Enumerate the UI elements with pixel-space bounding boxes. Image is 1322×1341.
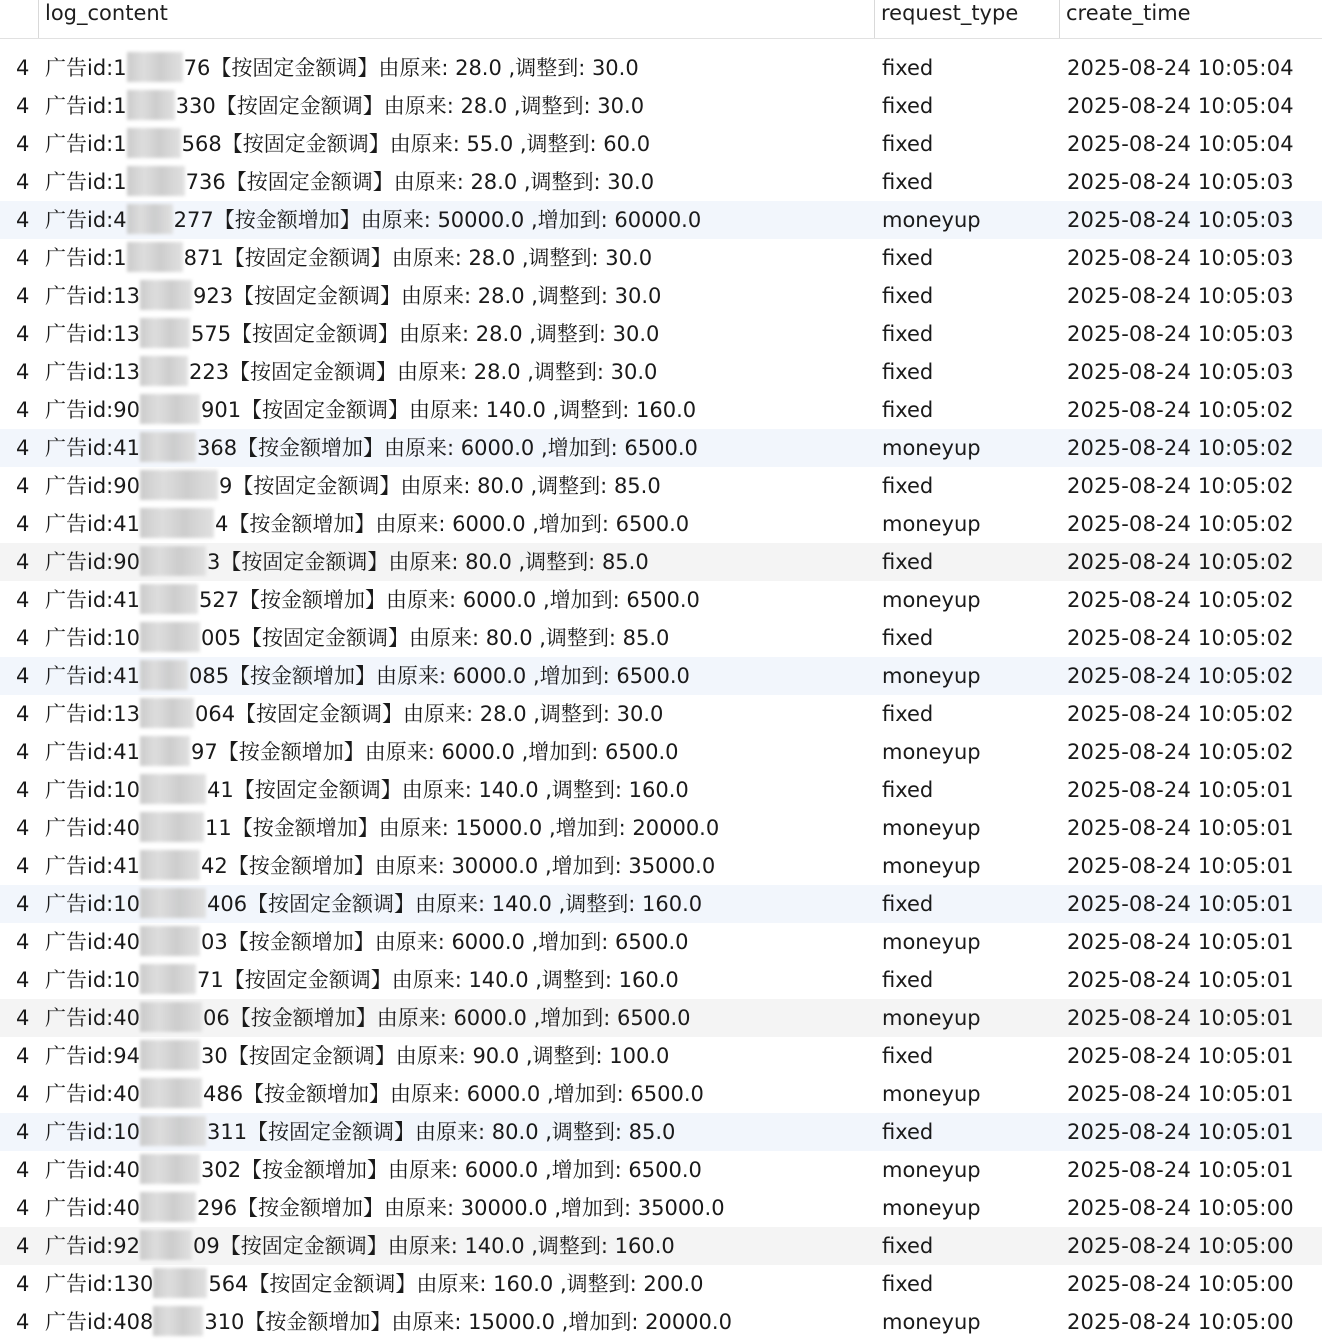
log-content-cell[interactable] (45, 657, 870, 695)
table-row[interactable] (0, 239, 1322, 277)
create-time-cell[interactable]: 2025-08-24 10:05:02 (1067, 550, 1294, 574)
log-content-prefix: 广告id:10 (45, 1120, 140, 1144)
request-type-cell[interactable]: fixed (882, 94, 934, 118)
redacted-id-mask (140, 318, 190, 348)
log-content-cell[interactable] (45, 467, 870, 505)
header-index-column (0, 0, 38, 38)
request-type-cell[interactable]: fixed (882, 778, 934, 802)
log-content-cell[interactable] (45, 49, 870, 87)
row-index: 4 (16, 816, 30, 840)
row-index: 4 (16, 1082, 30, 1106)
request-type-cell[interactable]: moneyup (882, 664, 981, 688)
log-content-suffix: 871【按固定金额调】由原来: 28.0 ,调整到: 30.0 (183, 246, 653, 270)
log-content-cell[interactable] (45, 239, 870, 277)
redacted-id-mask (140, 470, 218, 500)
log-content-prefix: 广告id:92 (45, 1234, 140, 1258)
request-type-cell[interactable]: moneyup (882, 930, 981, 954)
row-index: 4 (16, 702, 30, 726)
redacted-id-mask (140, 812, 204, 842)
redacted-id-mask (140, 1002, 202, 1032)
log-content-cell[interactable] (45, 695, 870, 733)
row-index: 4 (16, 740, 30, 764)
table-row[interactable] (0, 353, 1322, 391)
log-content-suffix: 76【按固定金额调】由原来: 28.0 ,调整到: 30.0 (183, 56, 639, 80)
log-content-cell[interactable] (45, 847, 870, 885)
table-row[interactable] (0, 885, 1322, 923)
redacted-id-mask (140, 584, 198, 614)
create-time-cell[interactable]: 2025-08-24 10:05:02 (1067, 474, 1294, 498)
log-content-prefix: 广告id:40 (45, 1158, 140, 1182)
create-time-cell[interactable]: 2025-08-24 10:05:01 (1067, 892, 1294, 916)
request-type-cell[interactable]: fixed (882, 56, 934, 80)
create-time-cell[interactable]: 2025-08-24 10:05:02 (1067, 398, 1294, 422)
create-time-cell[interactable]: 2025-08-24 10:05:03 (1067, 246, 1294, 270)
create-time-cell[interactable]: 2025-08-24 10:05:00 (1067, 1234, 1294, 1258)
log-content-cell[interactable] (45, 1151, 870, 1189)
redacted-id-mask (140, 356, 188, 386)
table-row[interactable] (0, 467, 1322, 505)
log-content-suffix: 406【按固定金额调】由原来: 140.0 ,调整到: 160.0 (206, 892, 703, 916)
table-row[interactable] (0, 391, 1322, 429)
request-type-cell[interactable]: fixed (882, 1120, 934, 1144)
log-content-suffix: 064【按固定金额调】由原来: 28.0 ,调整到: 30.0 (194, 702, 664, 726)
table-row[interactable] (0, 923, 1322, 961)
table-row[interactable] (0, 125, 1322, 163)
log-content-prefix: 广告id:40 (45, 1082, 140, 1106)
log-content-prefix: 广告id:13 (45, 702, 140, 726)
row-index: 4 (16, 968, 30, 992)
log-content-cell[interactable] (45, 1265, 870, 1303)
redacted-id-mask (140, 508, 214, 538)
table-row[interactable] (0, 87, 1322, 125)
table-row[interactable] (0, 961, 1322, 999)
log-content-cell[interactable] (45, 1189, 870, 1227)
log-content-cell[interactable] (45, 201, 870, 239)
log-content-prefix: 广告id:10 (45, 892, 140, 916)
log-content-prefix: 广告id:130 (45, 1272, 154, 1296)
row-index: 4 (16, 1120, 30, 1144)
log-content-suffix: 330【按固定金额调】由原来: 28.0 ,调整到: 30.0 (175, 94, 645, 118)
row-index: 4 (16, 854, 30, 878)
log-content-cell[interactable] (45, 125, 870, 163)
log-content-suffix: 311【按固定金额调】由原来: 80.0 ,调整到: 85.0 (206, 1120, 676, 1144)
log-content-suffix: 310【按金额增加】由原来: 15000.0 ,增加到: 20000.0 (204, 1310, 732, 1334)
log-content-suffix: 296【按金额增加】由原来: 30000.0 ,增加到: 35000.0 (196, 1196, 725, 1220)
log-content-prefix: 广告id:94 (45, 1044, 140, 1068)
request-type-cell[interactable]: fixed (882, 398, 934, 422)
table-row[interactable] (0, 733, 1322, 771)
log-content-prefix: 广告id:4 (45, 208, 127, 232)
log-content-suffix: 3【按固定金额调】由原来: 80.0 ,调整到: 85.0 (206, 550, 649, 574)
log-content-prefix: 广告id:90 (45, 398, 140, 422)
request-type-cell[interactable]: fixed (882, 968, 934, 992)
log-content-cell[interactable] (45, 1227, 870, 1265)
request-type-cell[interactable]: moneyup (882, 1310, 981, 1334)
log-content-prefix: 广告id:13 (45, 284, 140, 308)
redacted-id-mask (127, 90, 175, 120)
table-row[interactable] (0, 581, 1322, 619)
row-index: 4 (16, 1158, 30, 1182)
create-time-cell[interactable]: 2025-08-24 10:05:02 (1067, 740, 1294, 764)
log-content-prefix: 广告id:1 (45, 170, 127, 194)
header-create-time[interactable]: create_time (1059, 0, 1322, 38)
row-index: 4 (16, 56, 30, 80)
redacted-id-mask (127, 166, 185, 196)
table-row[interactable] (0, 277, 1322, 315)
log-content-cell[interactable] (45, 733, 870, 771)
create-time-cell[interactable]: 2025-08-24 10:05:01 (1067, 930, 1294, 954)
log-content-suffix: 527【按金额增加】由原来: 6000.0 ,增加到: 6500.0 (198, 588, 700, 612)
log-content-suffix: 486【按金额增加】由原来: 6000.0 ,增加到: 6500.0 (202, 1082, 704, 1106)
redacted-id-mask (140, 280, 192, 310)
log-content-cell[interactable] (45, 809, 870, 847)
log-content-prefix: 广告id:40 (45, 1196, 140, 1220)
log-content-prefix: 广告id:1 (45, 246, 127, 270)
table-row[interactable] (0, 1227, 1322, 1265)
log-content-suffix: 568【按固定金额调】由原来: 55.0 ,调整到: 60.0 (181, 132, 651, 156)
redacted-id-mask (140, 1192, 196, 1222)
log-content-cell[interactable] (45, 1037, 870, 1075)
log-content-prefix: 广告id:40 (45, 1006, 140, 1030)
create-time-cell[interactable]: 2025-08-24 10:05:03 (1067, 322, 1294, 346)
create-time-cell[interactable]: 2025-08-24 10:05:02 (1067, 664, 1294, 688)
table-row[interactable] (0, 1113, 1322, 1151)
table-row[interactable] (0, 809, 1322, 847)
log-content-suffix: 564【按固定金额调】由原来: 160.0 ,调整到: 200.0 (208, 1272, 704, 1296)
table-row[interactable] (0, 847, 1322, 885)
log-content-cell[interactable] (45, 429, 870, 467)
create-time-cell[interactable]: 2025-08-24 10:05:02 (1067, 588, 1294, 612)
log-content-suffix: 41【按固定金额调】由原来: 140.0 ,调整到: 160.0 (206, 778, 689, 802)
row-index: 4 (16, 398, 30, 422)
log-content-prefix: 广告id:1 (45, 132, 127, 156)
row-index: 4 (16, 132, 30, 156)
log-content-cell[interactable] (45, 315, 870, 353)
request-type-cell[interactable]: moneyup (882, 1006, 981, 1030)
redacted-id-mask (140, 1154, 200, 1184)
create-time-cell[interactable]: 2025-08-24 10:05:02 (1067, 512, 1294, 536)
request-type-cell[interactable]: moneyup (882, 208, 981, 232)
row-index: 4 (16, 550, 30, 574)
log-content-suffix: 11【按金额增加】由原来: 15000.0 ,增加到: 20000.0 (204, 816, 720, 840)
table-row[interactable] (0, 619, 1322, 657)
log-content-suffix: 277【按金额增加】由原来: 50000.0 ,增加到: 60000.0 (173, 208, 702, 232)
row-index: 4 (16, 626, 30, 650)
row-index: 4 (16, 170, 30, 194)
create-time-cell[interactable]: 2025-08-24 10:05:03 (1067, 170, 1294, 194)
row-index: 4 (16, 1044, 30, 1068)
redacted-id-mask (140, 698, 194, 728)
create-time-cell[interactable]: 2025-08-24 10:05:02 (1067, 626, 1294, 650)
log-content-prefix: 广告id:1 (45, 94, 127, 118)
request-type-cell[interactable]: moneyup (882, 1158, 981, 1182)
redacted-id-mask (127, 52, 183, 82)
log-content-cell[interactable] (45, 391, 870, 429)
redacted-id-mask (140, 660, 188, 690)
request-type-cell[interactable]: moneyup (882, 436, 981, 460)
log-content-cell[interactable] (45, 163, 870, 201)
create-time-cell[interactable]: 2025-08-24 10:05:03 (1067, 208, 1294, 232)
create-time-cell[interactable]: 2025-08-24 10:05:00 (1067, 1272, 1294, 1296)
request-type-cell[interactable]: fixed (882, 1044, 934, 1068)
request-type-cell[interactable]: moneyup (882, 588, 981, 612)
log-content-suffix: 085【按金额增加】由原来: 6000.0 ,增加到: 6500.0 (188, 664, 690, 688)
create-time-cell[interactable]: 2025-08-24 10:05:00 (1067, 1196, 1294, 1220)
log-content-prefix: 广告id:41 (45, 436, 140, 460)
log-content-suffix: 09【按固定金额调】由原来: 140.0 ,调整到: 160.0 (192, 1234, 675, 1258)
log-content-suffix: 302【按金额增加】由原来: 6000.0 ,增加到: 6500.0 (200, 1158, 702, 1182)
log-content-prefix: 广告id:40 (45, 930, 140, 954)
redacted-id-mask (140, 432, 196, 462)
row-index: 4 (16, 1234, 30, 1258)
request-type-cell[interactable]: fixed (882, 170, 934, 194)
create-time-cell[interactable]: 2025-08-24 10:05:01 (1067, 1120, 1294, 1144)
table-row[interactable] (0, 1303, 1322, 1341)
table-row[interactable] (0, 1265, 1322, 1303)
log-content-cell[interactable] (45, 885, 870, 923)
log-content-prefix: 广告id:41 (45, 854, 140, 878)
redacted-id-mask (140, 964, 196, 994)
log-content-cell[interactable] (45, 505, 870, 543)
log-content-cell[interactable] (45, 543, 870, 581)
redacted-id-mask (140, 1040, 200, 1070)
log-content-suffix: 575【按固定金额调】由原来: 28.0 ,调整到: 30.0 (190, 322, 660, 346)
table-row[interactable] (0, 1189, 1322, 1227)
log-content-suffix: 71【按固定金额调】由原来: 140.0 ,调整到: 160.0 (196, 968, 679, 992)
log-content-suffix: 901【按固定金额调】由原来: 140.0 ,调整到: 160.0 (200, 398, 697, 422)
row-index: 4 (16, 588, 30, 612)
log-content-suffix: 03【按金额增加】由原来: 6000.0 ,增加到: 6500.0 (200, 930, 689, 954)
log-content-prefix: 广告id:41 (45, 588, 140, 612)
log-content-suffix: 30【按固定金额调】由原来: 90.0 ,调整到: 100.0 (200, 1044, 670, 1068)
log-content-suffix: 4【按金额增加】由原来: 6000.0 ,增加到: 6500.0 (214, 512, 690, 536)
row-index: 4 (16, 664, 30, 688)
table-row[interactable] (0, 315, 1322, 353)
redacted-id-mask (140, 1116, 206, 1146)
request-type-cell[interactable]: fixed (882, 892, 934, 916)
log-content-prefix: 广告id:10 (45, 778, 140, 802)
request-type-cell[interactable]: fixed (882, 132, 934, 156)
redacted-id-mask (140, 1230, 192, 1260)
log-content-cell[interactable] (45, 581, 870, 619)
row-index: 4 (16, 778, 30, 802)
log-content-prefix: 广告id:90 (45, 474, 140, 498)
table-row[interactable] (0, 163, 1322, 201)
redacted-id-mask (140, 1078, 202, 1108)
log-content-suffix: 368【按金额增加】由原来: 6000.0 ,增加到: 6500.0 (196, 436, 698, 460)
table-row[interactable] (0, 1151, 1322, 1189)
redacted-id-mask (140, 888, 206, 918)
log-content-cell[interactable] (45, 1075, 870, 1113)
create-time-cell[interactable]: 2025-08-24 10:05:01 (1067, 1044, 1294, 1068)
row-index: 4 (16, 1196, 30, 1220)
create-time-cell[interactable]: 2025-08-24 10:05:01 (1067, 816, 1294, 840)
log-content-prefix: 广告id:13 (45, 360, 140, 384)
log-content-suffix: 923【按固定金额调】由原来: 28.0 ,调整到: 30.0 (192, 284, 662, 308)
request-type-cell[interactable]: fixed (882, 360, 934, 384)
row-index: 4 (16, 246, 30, 270)
row-index: 4 (16, 284, 30, 308)
request-type-cell[interactable]: moneyup (882, 1082, 981, 1106)
row-index: 4 (16, 94, 30, 118)
create-time-cell[interactable]: 2025-08-24 10:05:01 (1067, 1006, 1294, 1030)
create-time-cell[interactable]: 2025-08-24 10:05:04 (1067, 94, 1294, 118)
log-content-suffix: 42【按金额增加】由原来: 30000.0 ,增加到: 35000.0 (200, 854, 716, 878)
create-time-cell[interactable]: 2025-08-24 10:05:01 (1067, 1082, 1294, 1106)
create-time-cell[interactable]: 2025-08-24 10:05:03 (1067, 284, 1294, 308)
request-type-cell[interactable]: moneyup (882, 854, 981, 878)
log-content-cell[interactable] (45, 1113, 870, 1151)
create-time-cell[interactable]: 2025-08-24 10:05:01 (1067, 1158, 1294, 1182)
create-time-cell[interactable]: 2025-08-24 10:05:01 (1067, 854, 1294, 878)
create-time-cell[interactable]: 2025-08-24 10:05:02 (1067, 436, 1294, 460)
create-time-cell[interactable]: 2025-08-24 10:05:02 (1067, 702, 1294, 726)
log-content-cell[interactable] (45, 87, 870, 125)
table-row[interactable] (0, 695, 1322, 733)
table-row[interactable] (0, 49, 1322, 87)
log-content-suffix: 223【按固定金额调】由原来: 28.0 ,调整到: 30.0 (188, 360, 658, 384)
row-index: 4 (16, 1006, 30, 1030)
header-log-content[interactable]: log_content (38, 0, 874, 38)
request-type-cell[interactable]: fixed (882, 1272, 934, 1296)
log-content-prefix: 广告id:90 (45, 550, 140, 574)
log-content-cell[interactable] (45, 353, 870, 391)
create-time-cell[interactable]: 2025-08-24 10:05:04 (1067, 56, 1294, 80)
log-content-suffix: 736【按固定金额调】由原来: 28.0 ,调整到: 30.0 (185, 170, 655, 194)
table-row[interactable] (0, 1075, 1322, 1113)
log-content-prefix: 广告id:408 (45, 1310, 154, 1334)
table-body (0, 49, 1322, 1341)
log-content-prefix: 广告id:41 (45, 664, 140, 688)
header-request-type[interactable]: request_type (874, 0, 1059, 38)
request-type-cell[interactable]: fixed (882, 550, 934, 574)
row-index: 4 (16, 208, 30, 232)
log-content-cell[interactable] (45, 961, 870, 999)
table-row[interactable] (0, 999, 1322, 1037)
create-time-cell[interactable]: 2025-08-24 10:05:00 (1067, 1310, 1294, 1334)
redacted-id-mask (140, 926, 200, 956)
log-content-prefix: 广告id:10 (45, 626, 140, 650)
request-type-cell[interactable]: fixed (882, 702, 934, 726)
request-type-cell[interactable]: moneyup (882, 816, 981, 840)
table-row[interactable] (0, 201, 1322, 239)
log-content-cell[interactable] (45, 619, 870, 657)
row-index: 4 (16, 1310, 30, 1334)
log-content-prefix: 广告id:1 (45, 56, 127, 80)
request-type-cell[interactable]: moneyup (882, 1196, 981, 1220)
row-index: 4 (16, 322, 30, 346)
table-row[interactable] (0, 505, 1322, 543)
table-row[interactable] (0, 771, 1322, 809)
table-row[interactable] (0, 429, 1322, 467)
request-type-cell[interactable]: fixed (882, 284, 934, 308)
row-index: 4 (16, 892, 30, 916)
row-index: 4 (16, 436, 30, 460)
log-content-prefix: 广告id:41 (45, 740, 140, 764)
log-content-suffix: 005【按固定金额调】由原来: 80.0 ,调整到: 85.0 (200, 626, 670, 650)
create-time-cell[interactable]: 2025-08-24 10:05:01 (1067, 968, 1294, 992)
table-header (0, 0, 1322, 39)
log-content-cell[interactable] (45, 1303, 870, 1341)
log-content-cell[interactable] (45, 771, 870, 809)
row-index: 4 (16, 474, 30, 498)
table-row[interactable] (0, 543, 1322, 581)
request-type-cell[interactable]: fixed (882, 474, 934, 498)
redacted-id-mask (127, 204, 173, 234)
row-index: 4 (16, 1272, 30, 1296)
table-row[interactable] (0, 1037, 1322, 1075)
row-index: 4 (16, 930, 30, 954)
request-type-cell[interactable]: fixed (882, 322, 934, 346)
redacted-id-mask (140, 622, 200, 652)
request-type-cell[interactable]: moneyup (882, 740, 981, 764)
log-content-prefix: 广告id:40 (45, 816, 140, 840)
redacted-id-mask (140, 546, 206, 576)
redacted-id-mask (127, 242, 183, 272)
log-content-suffix: 9【按固定金额调】由原来: 80.0 ,调整到: 85.0 (218, 474, 661, 498)
request-type-cell[interactable]: fixed (882, 246, 934, 270)
request-type-cell[interactable]: fixed (882, 1234, 934, 1258)
log-content-suffix: 97【按金额增加】由原来: 6000.0 ,增加到: 6500.0 (190, 740, 679, 764)
table-row[interactable] (0, 657, 1322, 695)
log-content-prefix: 广告id:10 (45, 968, 140, 992)
redacted-id-mask (140, 736, 190, 766)
redacted-id-mask (140, 394, 200, 424)
log-content-prefix: 广告id:41 (45, 512, 140, 536)
row-index: 4 (16, 512, 30, 536)
create-time-cell[interactable]: 2025-08-24 10:05:04 (1067, 132, 1294, 156)
log-content-prefix: 广告id:13 (45, 322, 140, 346)
log-content-cell[interactable] (45, 277, 870, 315)
redacted-id-mask (140, 774, 206, 804)
create-time-cell[interactable]: 2025-08-24 10:05:01 (1067, 778, 1294, 802)
row-index: 4 (16, 360, 30, 384)
redacted-id-mask (140, 850, 200, 880)
redacted-id-mask (127, 128, 181, 158)
log-content-cell[interactable] (45, 923, 870, 961)
create-time-cell[interactable]: 2025-08-24 10:05:03 (1067, 360, 1294, 384)
log-content-cell[interactable] (45, 999, 870, 1037)
log-content-suffix: 06【按金额增加】由原来: 6000.0 ,增加到: 6500.0 (202, 1006, 691, 1030)
request-type-cell[interactable]: fixed (882, 626, 934, 650)
redacted-id-mask (153, 1268, 207, 1298)
request-type-cell[interactable]: moneyup (882, 512, 981, 536)
